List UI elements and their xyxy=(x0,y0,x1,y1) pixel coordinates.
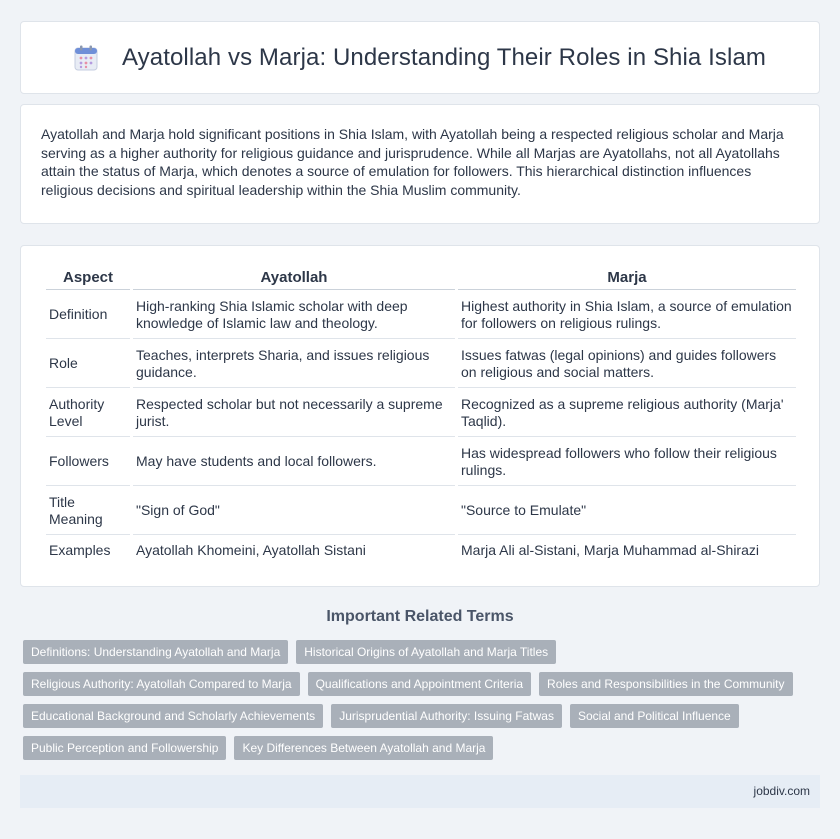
row-marja: Marja Ali al-Sistani, Marja Muhammad al-Shirazi xyxy=(461,542,759,559)
tag-link[interactable]: Historical Origins of Ayatollah and Marja Titles xyxy=(296,640,556,664)
tag-link[interactable]: Jurisprudential Authority: Issuing Fatwas xyxy=(331,704,562,728)
tag-link[interactable]: Educational Background and Scholarly Achievements xyxy=(23,704,323,728)
row-ayatollah: Ayatollah Khomeini, Ayatollah Sistani xyxy=(136,542,366,559)
related-terms-title: Important Related Terms xyxy=(326,608,514,625)
tag-link[interactable]: Key Differences Between Ayatollah and Marja xyxy=(234,736,493,760)
row-ayatollah: May have students and local followers. xyxy=(133,439,455,486)
row-ayatollah: Teaches, interprets Sharia, and issues religious guidance. xyxy=(133,341,455,388)
tag-link[interactable]: Social and Political Influence xyxy=(570,704,739,728)
table-row xyxy=(46,488,796,535)
row-ayatollah: "Sign of God" xyxy=(133,488,455,535)
row-aspect: Title Meaning xyxy=(46,488,130,535)
table-row xyxy=(46,341,796,388)
row-marja: Highest authority in Shia Islam, a source of emulation for followers on religious rulings. xyxy=(458,292,796,339)
row-aspect: Followers xyxy=(46,439,130,486)
tag-link[interactable]: Definitions: Understanding Ayatollah and Marja xyxy=(23,640,288,664)
table-row xyxy=(46,537,796,565)
calendar-icon xyxy=(74,45,98,71)
comparison-card xyxy=(20,245,820,587)
header-card xyxy=(20,21,820,94)
intro-card xyxy=(20,104,820,224)
intro-paragraph: Ayatollah and Marja hold significant positions in Shia Islam, with Ayatollah being a respected religious scholar and Marja serving as a higher authority for religious guidance and jurisprudence. While all Marjas are Ayatollahs, not all Ayatollahs attain the status of Marja, which denotes a source of emulation for followers. This hierarchical distinction influences religious decisions and spiritual leadership within the Shia Muslim community. xyxy=(41,126,784,198)
row-marja: "Source to Emulate" xyxy=(458,488,796,535)
header-aspect: Aspect xyxy=(46,268,130,290)
footer xyxy=(20,775,820,808)
row-ayatollah: High-ranking Shia Islamic scholar with deep knowledge of Islamic law and theology. xyxy=(133,292,455,339)
row-ayatollah: Respected scholar but not necessarily a supreme jurist. xyxy=(133,390,455,437)
header-marja: Marja xyxy=(458,268,796,290)
row-marja: Has widespread followers who follow their religious rulings. xyxy=(458,439,796,486)
related-terms-tags xyxy=(23,640,823,768)
tag-link[interactable]: Qualifications and Appointment Criteria xyxy=(308,672,531,696)
row-aspect: Definition xyxy=(46,292,130,339)
tag-link[interactable]: Roles and Responsibilities in the Community xyxy=(539,672,792,696)
row-marja: Recognized as a supreme religious authority (Marja' Taqlid). xyxy=(458,390,796,437)
tag-link[interactable]: Religious Authority: Ayatollah Compared to Marja xyxy=(23,672,300,696)
table-row xyxy=(46,390,796,437)
tag-link[interactable]: Public Perception and Followership xyxy=(23,736,226,760)
footer-site-link[interactable]: jobdiv.com xyxy=(753,784,810,798)
table-row xyxy=(46,439,796,486)
row-marja: Issues fatwas (legal opinions) and guides followers on religious and social matters. xyxy=(458,341,796,388)
comparison-table xyxy=(43,266,799,567)
row-aspect: Examples xyxy=(49,542,111,559)
row-aspect: Authority Level xyxy=(46,390,130,437)
page-title: Ayatollah vs Marja: Understanding Their Roles in Shia Islam xyxy=(122,43,766,71)
row-aspect: Role xyxy=(46,341,130,388)
table-header-row xyxy=(46,268,796,290)
table-row xyxy=(46,292,796,339)
header-ayatollah: Ayatollah xyxy=(133,268,455,290)
